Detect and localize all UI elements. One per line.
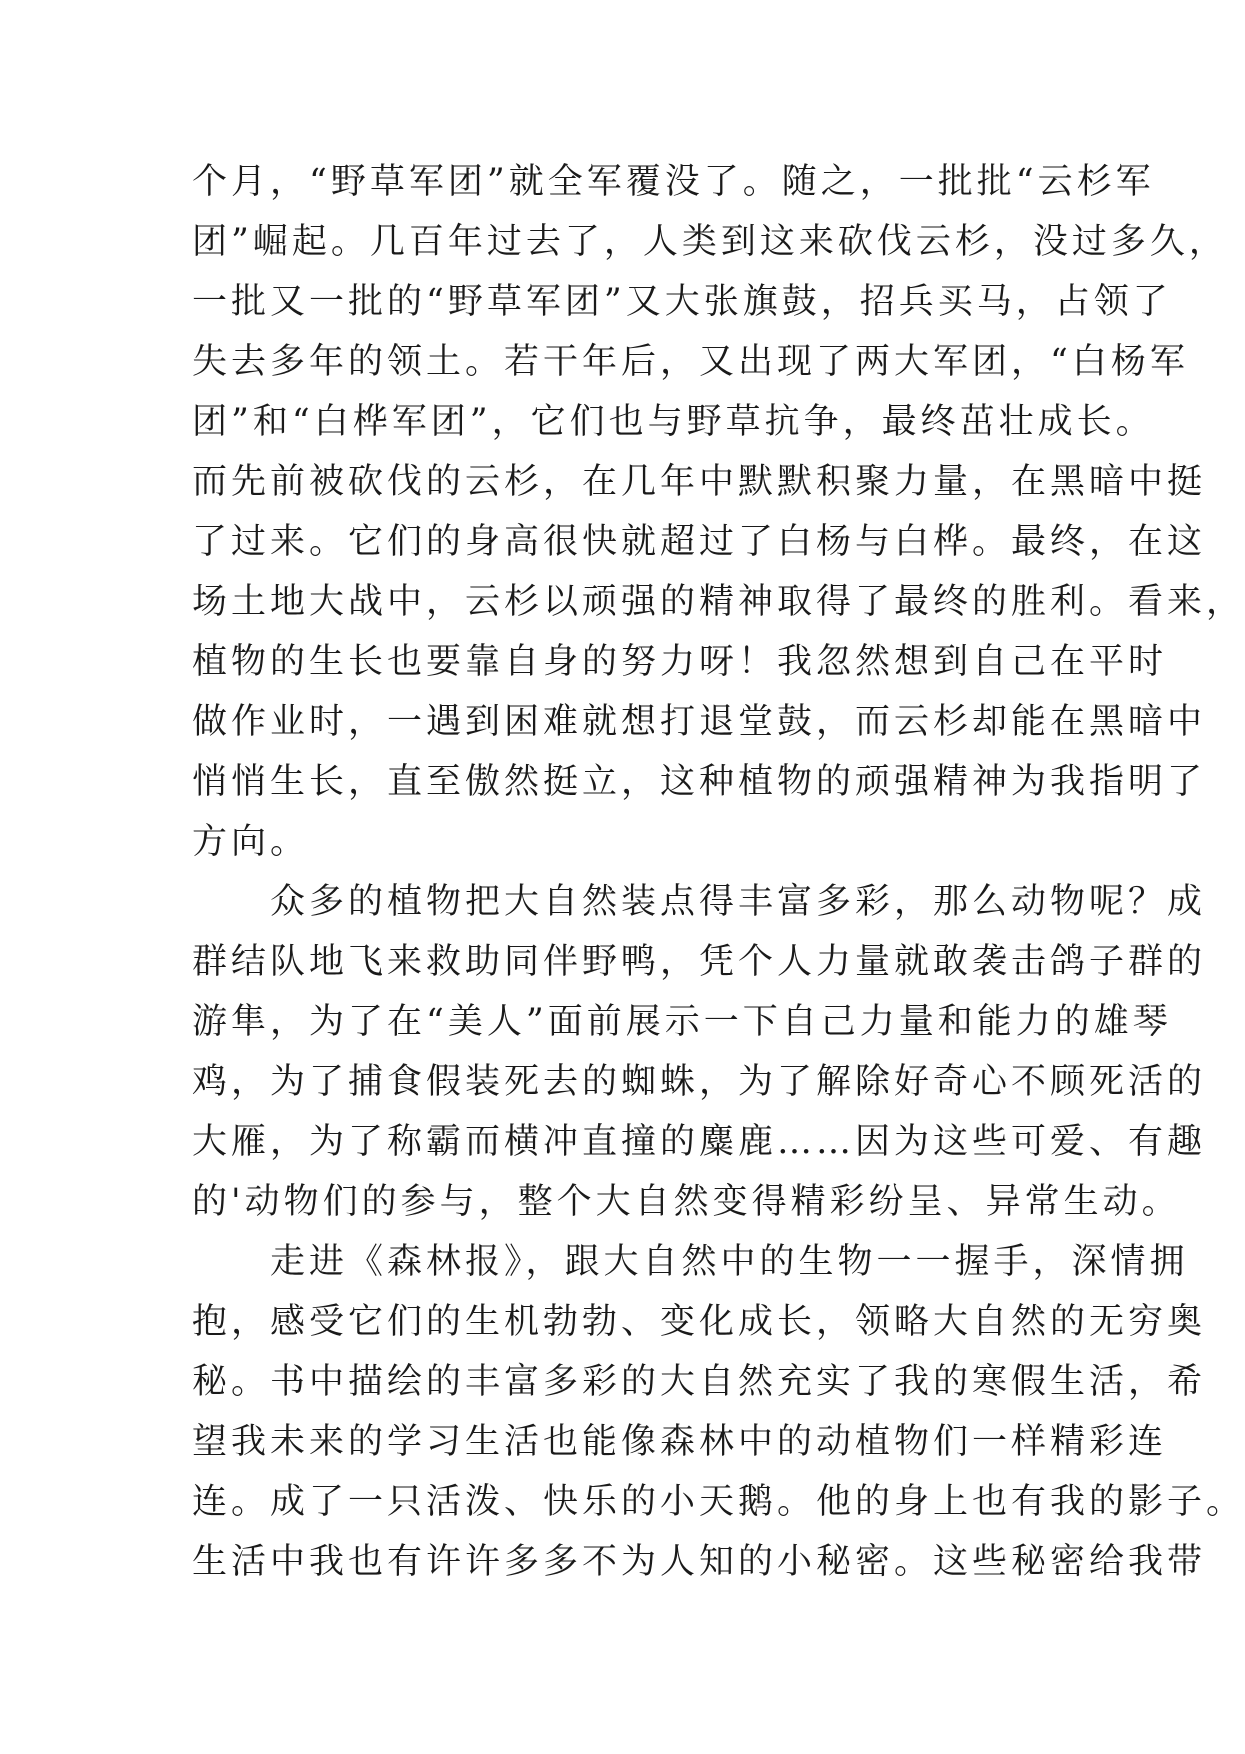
text-line-23: 连。成了一只活泼、快乐的小天鹅。他的身上也有我的影子。 [192, 1482, 1245, 1522]
text-line-9: 植物的生长也要靠自身的努力呀！我忽然想到自己在平时 [192, 642, 1168, 682]
text-line-24: 生活中我也有许许多多不为人知的小秘密。这些秘密给我带 [192, 1542, 1207, 1582]
text-line-16: 鸡，为了捕食假装死去的蜘蛛，为了解除好奇心不顾死活的 [192, 1062, 1207, 1102]
text-line-7: 了过来。它们的身高很快就超过了白杨与白桦。最终，在这 [192, 522, 1207, 562]
text-line-15: 游隼，为了在“美人”面前展示一下自己力量和能力的雄琴 [192, 1002, 1172, 1042]
text-line-3: 一批又一批的“野草军团”又大张旗鼓，招兵买马，占领了 [192, 282, 1172, 322]
text-line-14: 群结队地飞来救助同伴野鸭，凭个人力量就敢袭击鸽子群的 [192, 942, 1207, 982]
text-line-2: 团”崛起。几百年过去了，人类到这来砍伐云杉，没过多久， [192, 222, 1228, 262]
essay-body [192, 152, 1245, 1592]
text-line-17: 大雁，为了称霸而横冲直撞的麋鹿……因为这些可爱、有趣 [192, 1122, 1207, 1162]
text-line-13: 众多的植物把大自然装点得丰富多彩，那么动物呢？成 [192, 882, 1207, 922]
text-line-5: 团”和“白桦军团”，它们也与野草抗争，最终茁壮成长。 [192, 402, 1155, 442]
text-line-6: 而先前被砍伐的云杉，在几年中默默积聚力量，在黑暗中挺 [192, 462, 1207, 502]
text-line-1: 个月，“野草军团”就全军覆没了。随之，一批批“云杉军 [192, 162, 1155, 202]
text-line-10: 做作业时，一遇到困难就想打退堂鼓，而云杉却能在黑暗中 [192, 702, 1207, 742]
text-line-20: 抱，感受它们的生机勃勃、变化成长，领略大自然的无穷奥 [192, 1302, 1207, 1342]
text-line-12: 方向。 [192, 822, 310, 862]
text-line-19: 走进《森林报》，跟大自然中的生物一一握手，深情拥 [192, 1242, 1189, 1282]
text-line-11: 悄悄生长，直至傲然挺立，这种植物的顽强精神为我指明了 [192, 762, 1207, 802]
text-line-8: 场土地大战中，云杉以顽强的精神取得了最终的胜利。看来， [192, 582, 1245, 622]
text-line-18: 的'动物们的参与，整个大自然变得精彩纷呈、异常生动。 [192, 1182, 1181, 1222]
text-line-21: 秘。书中描绘的丰富多彩的大自然充实了我的寒假生活，希 [192, 1362, 1207, 1402]
text-line-22: 望我未来的学习生活也能像森林中的动植物们一样精彩连 [192, 1422, 1168, 1462]
text-line-4: 失去多年的领土。若干年后，又出现了两大军团，“白杨军 [192, 342, 1189, 382]
